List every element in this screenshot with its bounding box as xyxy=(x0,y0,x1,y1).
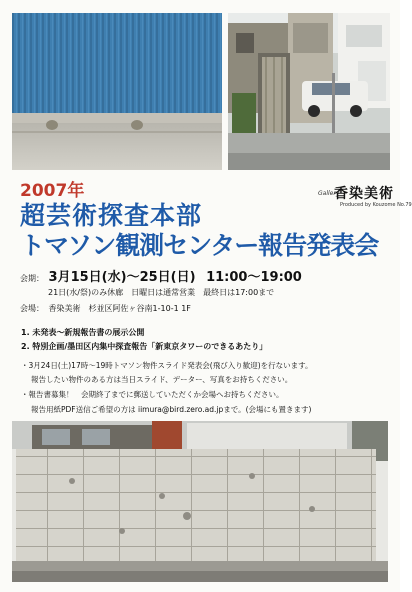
closed-note: 21日(水/祭)のみ休廊 日曜日は通常営業 最終日は17:00まで xyxy=(48,288,275,297)
logo-produced-by: Produced by Kouzome No.79 xyxy=(340,202,412,208)
period-dates: 3月15日(水)～25日(日) xyxy=(48,270,196,285)
title-line-2: トマソン観測センター報告発表会 xyxy=(20,231,379,260)
year-label: 2007年 xyxy=(20,181,85,201)
program-note-2: 報告したい物件のある方は当日スライド、データー、写真をお持ちください。 xyxy=(31,375,293,384)
period-row xyxy=(20,266,302,285)
blue-wall-photo xyxy=(12,13,222,170)
program-note-4: 報告用紙PDF送信ご希望の方は iimura@bird.zero.ad.jpまで。(会場にも置きます) xyxy=(31,405,312,414)
logo-gallery-word: Gallery xyxy=(318,190,340,197)
street-scene-photo xyxy=(228,13,390,170)
program-note-3: ・報告書募集！ 会期終了までに郵送していただくか会場へお持ちください。 xyxy=(21,390,284,399)
program-note-1: ・3月24日(土)17時～19時トマソン物件スライド発表会(飛び入り歓迎)を行ないます。 xyxy=(21,361,313,370)
venue-value: 香染美術 杉並区阿佐ヶ谷南1-10-1 1F xyxy=(48,304,191,313)
venue-row xyxy=(20,303,191,314)
logo-gallery-name: 香染美術 xyxy=(334,186,394,202)
venue-label: 会場： xyxy=(20,304,44,313)
program-item-1: 1. 未発表～新規報告書の展示公開 xyxy=(21,328,145,337)
period-label: 会期： xyxy=(20,274,44,283)
title-line-1: 超芸術探査本部 xyxy=(20,201,203,230)
program-item-2: 2. 特別企画/墨田区内集中探査報告「新東京タワーのできるあたり」 xyxy=(21,342,268,351)
period-time: 11:00～19:00 xyxy=(206,270,302,285)
gallery-logo xyxy=(318,183,412,209)
block-wall-photo xyxy=(12,421,388,582)
